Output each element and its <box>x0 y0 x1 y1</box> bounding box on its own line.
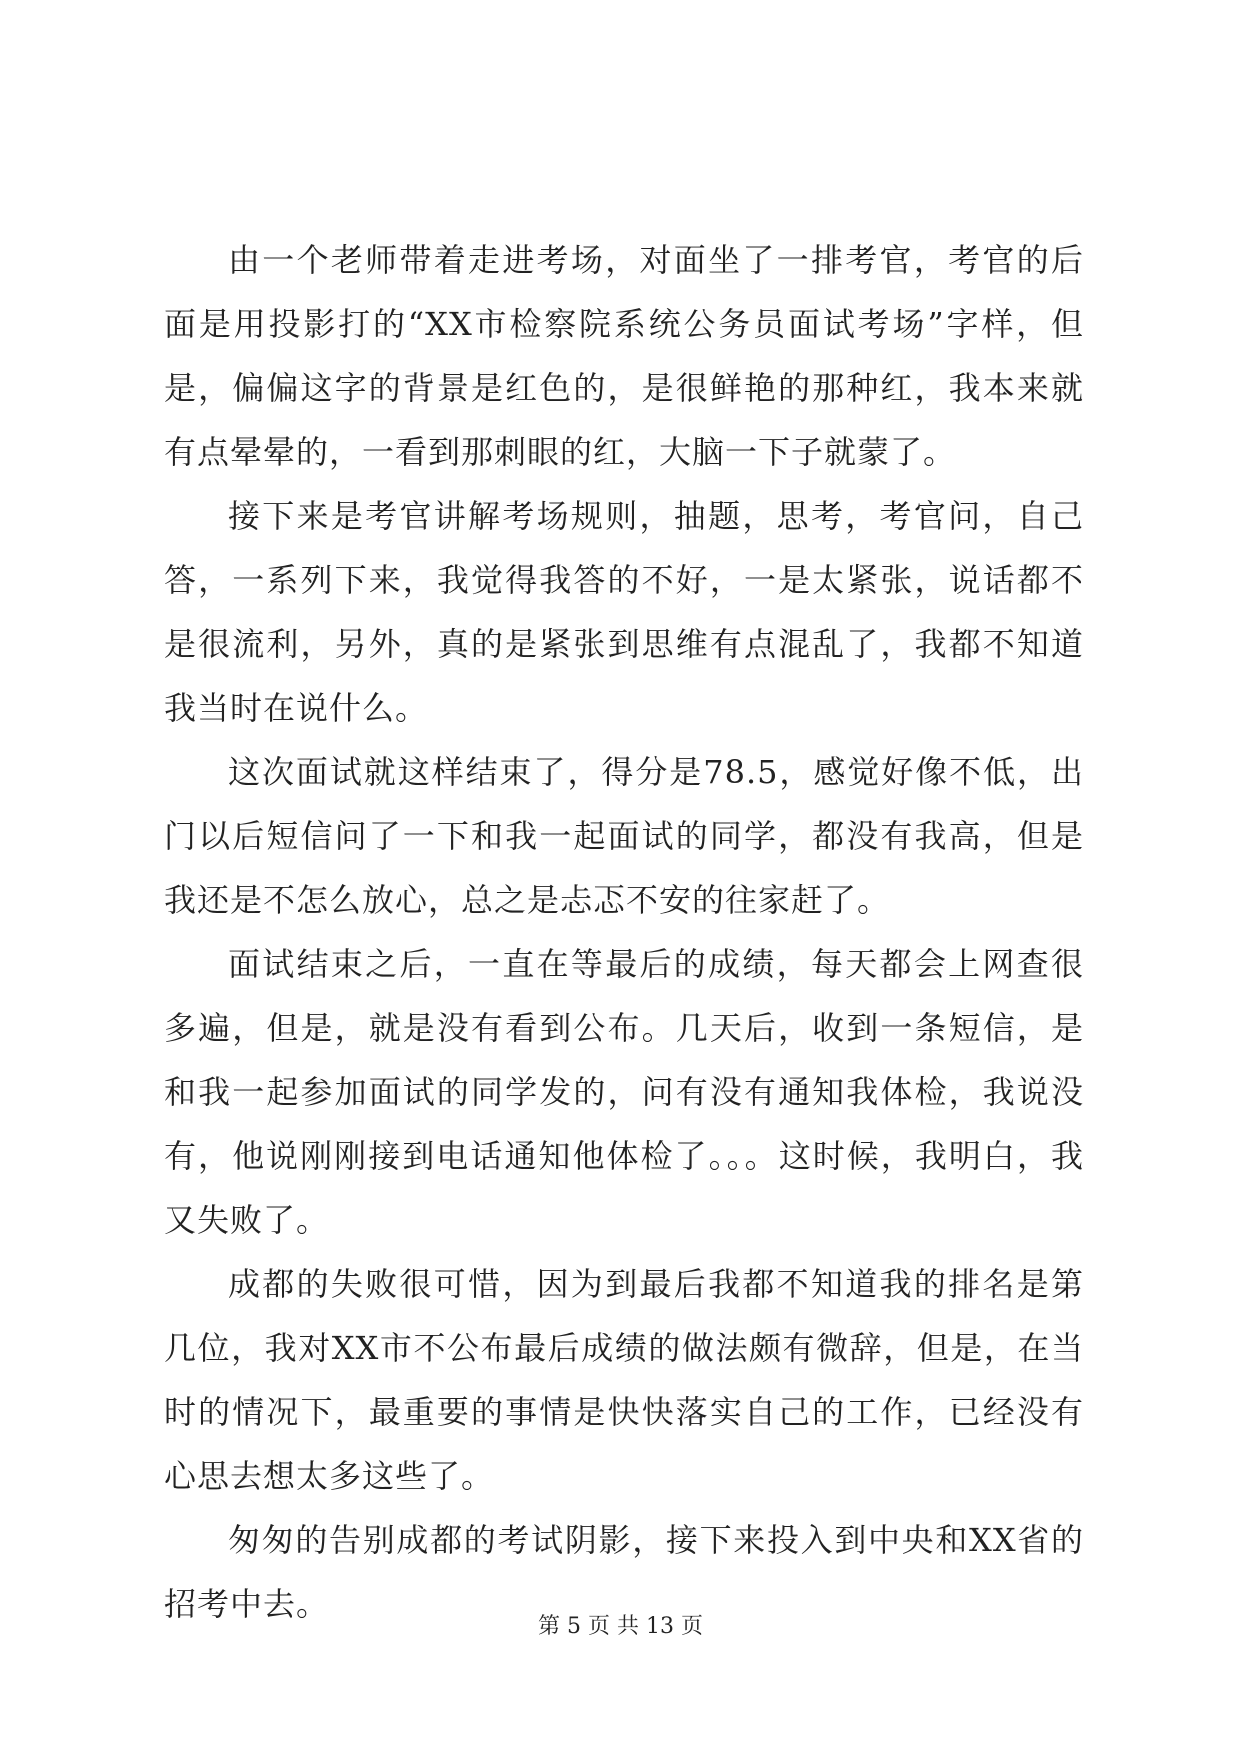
paragraph: 接下来是考官讲解考场规则，抽题，思考，考官问，自己答，一系列下来，我觉得我答的不好，一是太紧张，说话都不是很流利，另外，真的是紧张到思维有点混乱了，我都不知道我当时在说什么。 <box>164 497 1084 727</box>
page-number-footer: 第 5 页 共 13 页 <box>538 1614 703 1639</box>
paragraph: 这次面试就这样结束了，得分是78.5，感觉好像不低，出门以后短信问了一下和我一起面试的同学，都没有我高，但是我还是不怎么放心，总之是忐忑不安的往家赶了。 <box>164 753 1084 919</box>
document-body <box>164 228 1084 1636</box>
paragraph: 由一个老师带着走进考场，对面坐了一排考官，考官的后面是用投影打的“XX市检察院系统公务员面试考场”字样，但是，偏偏这字的背景是红色的，是很鲜艳的那种红，我本来就有点晕晕的，一看到那刺眼的红，大脑一下子就蒙了。 <box>164 241 1084 471</box>
paragraph: 面试结束之后，一直在等最后的成绩，每天都会上网查很多遍，但是，就是没有看到公布。几天后，收到一条短信，是和我一起参加面试的同学发的，问有没有通知我体检，我说没有，他说刚刚接到电话通知他体检了。。。这时候，我明白，我又失败了。 <box>164 945 1084 1239</box>
paragraph: 成都的失败很可惜，因为到最后我都不知道我的排名是第几位，我对XX市不公布最后成绩的做法颇有微辞，但是，在当时的情况下，最重要的事情是快快落实自己的工作，已经没有心思去想太多这些了。 <box>164 1265 1084 1495</box>
paragraph: 匆匆的告别成都的考试阴影，接下来投入到中央和XX省的招考中去。 <box>164 1521 1084 1623</box>
